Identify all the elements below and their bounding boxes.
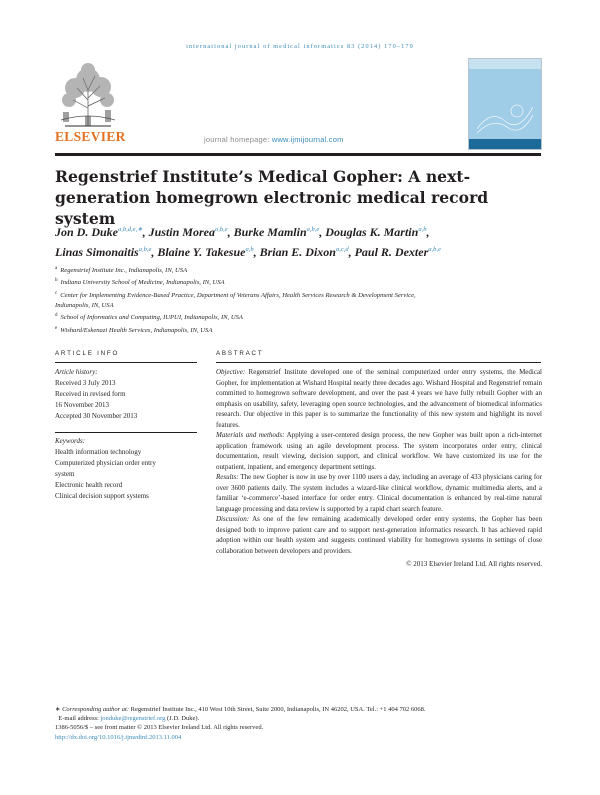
doi-link[interactable]: http://dx.doi.org/10.1016/j.ijmedinf.2013.11.004 [55,733,182,741]
article-info-divider [55,362,197,363]
email-note: E-mail address: jonduke@regenstrief.org (J.D. Duke). [58,715,200,723]
abstract-results: Results: The new Gopher is now in use by over 1100 users a day, including an average of 433 physicians caring for over 3600 patients daily. The system includes a wizard-like clinical workflow, dynamic multimedia alerts, and a familiar ‘e-commerce’-based interface for order entry. Clinical documentation is enhanced by real-time natural language processing and data review is supported by a rapid chart search feature. [216,473,542,513]
keyword-item: Clinical decision support systems [55,492,149,500]
author-name[interactable]: Justin Morea [148,225,215,239]
article-title: Regenstrief Institute’s Medical Gopher: A next-generation homegrown electronic medical record system [55,167,489,228]
author-affiliation-marks[interactable]: a,b,e [306,226,320,233]
author-name[interactable]: Burke Mamlin [233,225,307,239]
author-affiliation-marks[interactable]: a,b,e [214,226,228,233]
cover-pattern-icon [477,99,533,135]
info-separator [55,422,197,433]
corresponding-author-note: ∗ Corresponding author at: Regenstrief Institute Inc., 410 West 10th Street, Suite 2000, Indianapolis, IN 46202, USA. Tel.: +1 404 702 6068. [55,706,426,713]
history-item: Accepted 30 November 2013 [55,412,138,420]
author-name[interactable]: Douglas K. Martin [325,225,419,239]
author-affiliation-marks[interactable]: a,b,e [138,246,152,253]
affiliation-list [55,264,545,336]
abstract-body [216,367,542,570]
author-name[interactable]: Blaine Y. Takesue [157,245,246,259]
history-item: Received in revised form [55,390,126,398]
abstract-divider [216,362,541,363]
author-affiliation-marks[interactable]: a,b,e [428,246,441,253]
history-item: Received 3 July 2013 [55,379,116,387]
abstract-methods: Materials and methods: Applying a user-centered design process, the new Gopher was built upon a rich-internet application framework using an agile development process. The system incorporates order entry, clinical documentation, result viewing, decision support, and clinical workflow. We have customized its use for the outpatient, inpatient, and emergency department settings. [216,431,542,471]
author-affiliation-marks[interactable]: a,b [245,246,254,253]
author-affiliation-marks[interactable]: a,b [418,226,427,233]
publisher-logo-text: ELSEVIER [55,129,126,144]
history-item: 16 November 2013 [55,401,110,409]
journal-cover-image[interactable] [468,58,542,150]
elsevier-logo [55,60,126,145]
journal-header: international journal of medical informatics 83 (2014) 170–179 [186,43,414,50]
keywords-label: Keywords: [55,437,86,445]
homepage-link[interactable]: www.ijmijournal.com [271,135,344,144]
email-link[interactable]: jonduke@regenstrief.org [100,715,166,723]
author-name[interactable]: Paul R. Dexter [354,245,429,259]
affiliation-item: $^c$ Center for Implementing Evidence-Based Practice, Department of Veterans Affairs, Health Services Research & Development Service, [55,290,416,299]
keyword-item: Electronic health record [55,481,123,489]
copyright-notice: © 2013 Elsevier Ireland Ltd. All rights reserved. [406,560,542,568]
abstract-objective: Objective: Regenstrief Institute developed one of the seminal computerized order entry systems, the Medical Gopher, for implementation at Wishard Hospital nearly three decades ago. Wishard Hospital and Regenstrief remain committed to homegrown software development, and over the past 4 years we have fully rebuilt Gopher with an emphasis on usability, safety, leveraging open source technologies, and the advancement of biomedical informatics research. Our objective in this paper is to summarize the functionality of this new system and highlight its novel features. [216,368,543,429]
keyword-item: Computerized physician order entry [55,459,156,467]
affiliation-item: $^b$ Indiana University School of Medicine, Indianapolis, IN, USA [55,278,225,287]
author-affiliation-marks[interactable]: a,b,d,e,∗ [118,226,143,233]
article-info-heading: ARTICLE INFO [55,350,120,357]
homepage-label: journal homepage: [204,135,270,144]
abstract-heading: ABSTRACT [216,350,264,357]
header-divider [55,153,541,156]
affiliation-item: $^d$ School of Informatics and Computing, IUPUI, Indianapolis, IN, USA [55,313,243,322]
elsevier-tree-icon [55,60,121,128]
keyword-item: Health information technology [55,448,142,456]
issn-line: 1386-5056/$ – see front matter © 2013 Elsevier Ireland Ltd. All rights reserved. [55,724,264,732]
history-label: Article history: [55,368,98,376]
keyword-item: system [55,470,75,478]
author-name[interactable]: Jon D. Duke [55,225,119,239]
author-list: Jon D. Duke$^{a,b,d,e,∗}$, Justin Morea$^{a,b,e}$, Burke Mamlin$^{a,b,e}$, Douglas K. Martin$^{a,b}$, Linas Simonaitis$^{a,b,e}$, Blaine Y. Takesue$^{a,b}$, Brian E. Dixon$^{a,c,d}$, Paul R. Dexter$^{a,b,e}$ [55,225,441,259]
footnotes [55,705,545,742]
author-name[interactable]: Brian E. Dixon [259,245,336,259]
article-info-panel [55,367,197,502]
author-name[interactable]: Linas Simonaitis [55,245,139,259]
abstract-discussion: Discussion: As one of the few remaining academically developed order entry systems, the Gopher has been designed both to improve patient care and to support next-generation informatics research. It has achieved rapid adoption within our health system and suggests continued viability for homegrown systems in settings of close collaboration between developers and providers. [216,515,542,555]
journal-homepage [204,135,344,144]
affiliation-item: $^a$ Regenstrief Institute Inc., Indianapolis, IN, USA [55,266,188,275]
author-affiliation-marks[interactable]: a,c,d [335,246,349,253]
affiliation-item: $^e$ Wishard/Eskenazi Health Services, Indianapolis, IN, USA [55,325,213,334]
affiliation-item: Indianapolis, IN, USA [55,302,114,310]
